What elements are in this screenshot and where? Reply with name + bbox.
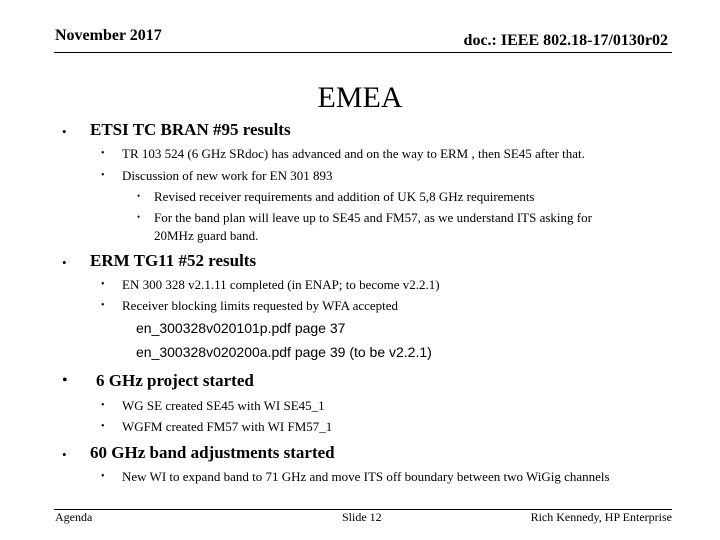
section-2-heading: ERM TG11 #52 results	[90, 251, 257, 270]
s1-item-1: TR 103 524 (6 GHz SRdoc) has advanced and on the way to ERM , then SE45 after that.	[122, 146, 585, 161]
s2-extra-line-2: en_300328v020200a.pdf page 39 (to be v2.2.1)	[136, 344, 432, 360]
s3-item1-bullet: •	[101, 400, 105, 411]
section-3-heading: 6 GHz project started	[96, 371, 254, 390]
section-4-heading: 60 GHz band adjustments started	[90, 443, 335, 462]
section-1-heading: ETSI TC BRAN #95 results	[90, 120, 291, 139]
s3-item-1: WG SE created SE45 with WI SE45_1	[122, 398, 325, 413]
s1-subitem-2-cont: 20MHz guard band.	[154, 228, 259, 243]
header-doc-id: doc.: IEEE 802.18-17/0130r02	[463, 32, 668, 49]
s4-item-1: New WI to expand band to 71 GHz and move ITS off boundary between two WiGig channels	[122, 469, 610, 484]
s1-sub1-bullet: •	[137, 191, 141, 201]
footer-left: Agenda	[55, 510, 93, 524]
header-rule	[54, 52, 672, 53]
s1-subitem-1: Revised receiver requirements and addition of UK 5,8 GHz requirements	[154, 189, 535, 204]
s3-item-2: WGFM created FM57 with WI FM57_1	[122, 419, 333, 434]
s1-sub2-bullet: •	[137, 212, 141, 222]
s4-item1-bullet: •	[101, 471, 105, 482]
section-3-bullet: •	[62, 372, 68, 389]
section-4-bullet: •	[62, 447, 67, 462]
s1-item-2: Discussion of new work for EN 301 893	[122, 168, 333, 183]
s2-item-2: Receiver blocking limits requested by WFA accepted	[122, 298, 399, 313]
header-date: November 2017	[55, 27, 162, 44]
s2-extra-line-1: en_300328v020101p.pdf page 37	[136, 320, 346, 336]
s2-item1-bullet: •	[101, 279, 105, 290]
s3-item2-bullet: •	[101, 421, 105, 432]
s1-subitem-2: For the band plan will leave up to SE45 and FM57, as we understand ITS asking for	[154, 210, 592, 225]
footer-slide-number: Slide 12	[342, 510, 382, 524]
section-2-bullet: •	[62, 255, 67, 270]
footer-author: Rich Kennedy, HP Enterprise	[530, 510, 672, 524]
s1-item1-bullet: •	[101, 148, 105, 159]
s2-item-1: EN 300 328 v2.1.11 completed (in ENAP; to become v2.2.1)	[122, 277, 440, 292]
slide-title: EMEA	[317, 81, 403, 114]
s2-item2-bullet: •	[101, 300, 105, 311]
s1-item2-bullet: •	[101, 170, 105, 181]
section-1-bullet: •	[62, 124, 67, 139]
